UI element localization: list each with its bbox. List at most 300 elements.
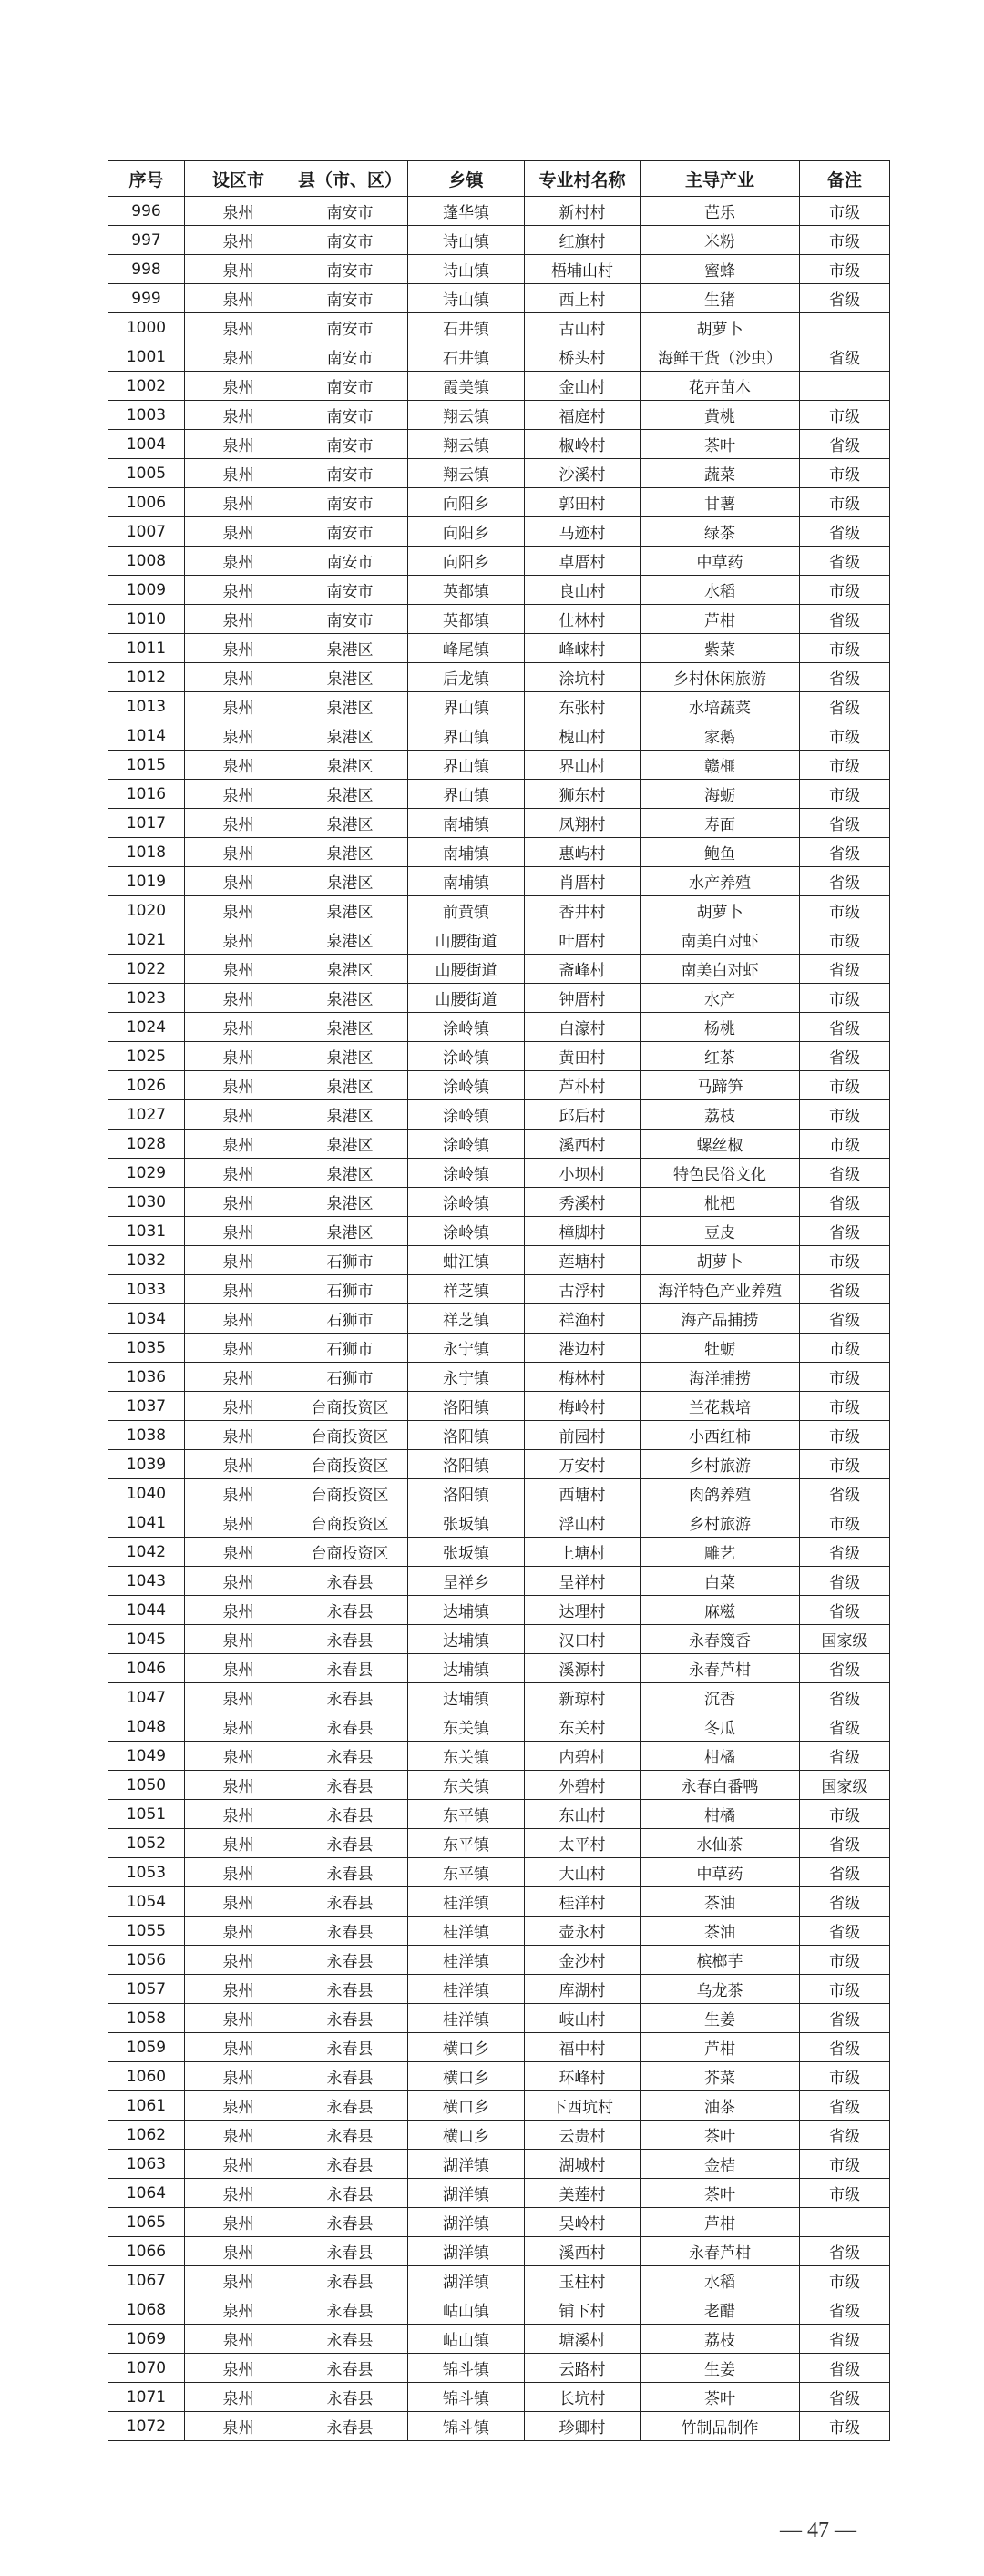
cell-industry: 南美白对虾 xyxy=(641,955,800,984)
cell-county: 永春县 xyxy=(292,1567,408,1596)
header-seq: 序号 xyxy=(108,161,185,197)
header-note: 备注 xyxy=(800,161,890,197)
cell-note: 省级 xyxy=(800,1887,890,1917)
cell-village: 外碧村 xyxy=(525,1771,641,1800)
cell-seq: 1010 xyxy=(108,605,185,634)
cell-industry: 南美白对虾 xyxy=(641,925,800,955)
cell-town: 涂岭镇 xyxy=(408,1159,525,1188)
cell-county: 永春县 xyxy=(292,1625,408,1654)
cell-village: 香井村 xyxy=(525,896,641,925)
cell-county: 南安市 xyxy=(292,226,408,255)
cell-note: 省级 xyxy=(800,2383,890,2412)
cell-industry: 茶叶 xyxy=(641,2383,800,2412)
cell-village: 塘溪村 xyxy=(525,2325,641,2354)
header-industry: 主导产业 xyxy=(641,161,800,197)
cell-town: 涂岭镇 xyxy=(408,1217,525,1246)
cell-seq: 1063 xyxy=(108,2150,185,2179)
cell-seq: 1064 xyxy=(108,2179,185,2208)
cell-note: 市级 xyxy=(800,1508,890,1538)
cell-county: 南安市 xyxy=(292,372,408,401)
cell-note: 省级 xyxy=(800,1188,890,1217)
cell-town: 祥芝镇 xyxy=(408,1304,525,1334)
cell-county: 南安市 xyxy=(292,342,408,372)
cell-city: 泉州 xyxy=(185,2412,292,2441)
cell-town: 蚶江镇 xyxy=(408,1246,525,1275)
cell-county: 南安市 xyxy=(292,605,408,634)
cell-county: 泉港区 xyxy=(292,663,408,692)
cell-note: 市级 xyxy=(800,255,890,284)
cell-city: 泉州 xyxy=(185,1013,292,1042)
table-row xyxy=(108,2325,890,2354)
table-row xyxy=(108,896,890,925)
cell-town: 界山镇 xyxy=(408,721,525,751)
cell-village: 西上村 xyxy=(525,284,641,313)
table-row xyxy=(108,284,890,313)
cell-seq: 1072 xyxy=(108,2412,185,2441)
cell-town: 湖洋镇 xyxy=(408,2266,525,2295)
cell-note: 市级 xyxy=(800,1246,890,1275)
cell-industry: 海产品捕捞 xyxy=(641,1304,800,1334)
cell-village: 黄田村 xyxy=(525,1042,641,1071)
cell-city: 泉州 xyxy=(185,605,292,634)
cell-industry: 胡萝卜 xyxy=(641,896,800,925)
table-row xyxy=(108,1975,890,2004)
cell-city: 泉州 xyxy=(185,1742,292,1771)
cell-town: 祥芝镇 xyxy=(408,1275,525,1304)
cell-village: 万安村 xyxy=(525,1450,641,1479)
table-row xyxy=(108,1334,890,1363)
cell-seq: 1057 xyxy=(108,1975,185,2004)
table-row xyxy=(108,751,890,780)
cell-note: 市级 xyxy=(800,1946,890,1975)
cell-county: 永春县 xyxy=(292,2208,408,2237)
cell-village: 福中村 xyxy=(525,2033,641,2062)
cell-city: 泉州 xyxy=(185,2208,292,2237)
cell-village: 库湖村 xyxy=(525,1975,641,2004)
table-row xyxy=(108,1742,890,1771)
cell-town: 峰尾镇 xyxy=(408,634,525,663)
table-row xyxy=(108,226,890,255)
cell-town: 达埔镇 xyxy=(408,1625,525,1654)
cell-county: 永春县 xyxy=(292,2121,408,2150)
cell-industry: 赣榧 xyxy=(641,751,800,780)
cell-industry: 胡萝卜 xyxy=(641,1246,800,1275)
cell-seq: 1065 xyxy=(108,2208,185,2237)
cell-note: 市级 xyxy=(800,2412,890,2441)
cell-village: 小坝村 xyxy=(525,1159,641,1188)
cell-village: 云路村 xyxy=(525,2354,641,2383)
cell-county: 南安市 xyxy=(292,576,408,605)
cell-town: 洛阳镇 xyxy=(408,1450,525,1479)
cell-note: 省级 xyxy=(800,692,890,721)
cell-seq: 1032 xyxy=(108,1246,185,1275)
cell-county: 泉港区 xyxy=(292,1100,408,1130)
table-row xyxy=(108,838,890,867)
cell-town: 横口乡 xyxy=(408,2091,525,2121)
cell-note: 省级 xyxy=(800,2091,890,2121)
cell-industry: 水培蔬菜 xyxy=(641,692,800,721)
cell-county: 泉港区 xyxy=(292,692,408,721)
cell-seq: 1041 xyxy=(108,1508,185,1538)
cell-county: 南安市 xyxy=(292,547,408,576)
cell-village: 叶厝村 xyxy=(525,925,641,955)
cell-town: 东平镇 xyxy=(408,1829,525,1858)
cell-village: 椒岭村 xyxy=(525,430,641,459)
cell-city: 泉州 xyxy=(185,1800,292,1829)
cell-county: 石狮市 xyxy=(292,1334,408,1363)
cell-village: 长坑村 xyxy=(525,2383,641,2412)
table-row xyxy=(108,663,890,692)
cell-note: 市级 xyxy=(800,2179,890,2208)
cell-town: 后龙镇 xyxy=(408,663,525,692)
cell-city: 泉州 xyxy=(185,896,292,925)
cell-seq: 1046 xyxy=(108,1654,185,1683)
cell-seq: 1015 xyxy=(108,751,185,780)
cell-town: 东关镇 xyxy=(408,1712,525,1742)
cell-county: 永春县 xyxy=(292,2325,408,2354)
cell-city: 泉州 xyxy=(185,663,292,692)
cell-city: 泉州 xyxy=(185,1217,292,1246)
cell-village: 梅岭村 xyxy=(525,1392,641,1421)
cell-city: 泉州 xyxy=(185,226,292,255)
cell-village: 云贵村 xyxy=(525,2121,641,2150)
cell-seq: 1037 xyxy=(108,1392,185,1421)
cell-county: 泉港区 xyxy=(292,867,408,896)
cell-town: 界山镇 xyxy=(408,780,525,809)
cell-note: 省级 xyxy=(800,1829,890,1858)
cell-seq: 1062 xyxy=(108,2121,185,2150)
cell-industry: 特色民俗文化 xyxy=(641,1159,800,1188)
cell-county: 永春县 xyxy=(292,1800,408,1829)
table-row xyxy=(108,1654,890,1683)
cell-industry: 柑橘 xyxy=(641,1800,800,1829)
table-row xyxy=(108,576,890,605)
table-row xyxy=(108,984,890,1013)
cell-industry: 芭乐 xyxy=(641,197,800,226)
cell-city: 泉州 xyxy=(185,1946,292,1975)
cell-seq: 1067 xyxy=(108,2266,185,2295)
cell-seq: 1053 xyxy=(108,1858,185,1887)
header-town: 乡镇 xyxy=(408,161,525,197)
cell-industry: 茶油 xyxy=(641,1887,800,1917)
cell-county: 永春县 xyxy=(292,2354,408,2383)
cell-town: 南埔镇 xyxy=(408,809,525,838)
header-city: 设区市 xyxy=(185,161,292,197)
table-row xyxy=(108,867,890,896)
cell-note: 市级 xyxy=(800,1130,890,1159)
cell-city: 泉州 xyxy=(185,1100,292,1130)
cell-city: 泉州 xyxy=(185,1712,292,1742)
table-row xyxy=(108,430,890,459)
cell-city: 泉州 xyxy=(185,751,292,780)
cell-town: 涂岭镇 xyxy=(408,1013,525,1042)
table-row xyxy=(108,2266,890,2295)
table-row xyxy=(108,342,890,372)
cell-town: 桂洋镇 xyxy=(408,1917,525,1946)
table-row xyxy=(108,1508,890,1538)
cell-city: 泉州 xyxy=(185,1363,292,1392)
cell-seq: 1012 xyxy=(108,663,185,692)
cell-city: 泉州 xyxy=(185,1450,292,1479)
cell-village: 秀溪村 xyxy=(525,1188,641,1217)
cell-village: 呈祥村 xyxy=(525,1567,641,1596)
cell-industry: 茶叶 xyxy=(641,430,800,459)
cell-city: 泉州 xyxy=(185,1887,292,1917)
cell-village: 郭田村 xyxy=(525,488,641,517)
cell-city: 泉州 xyxy=(185,867,292,896)
cell-industry: 乡村旅游 xyxy=(641,1450,800,1479)
cell-note: 市级 xyxy=(800,721,890,751)
cell-city: 泉州 xyxy=(185,1479,292,1508)
cell-seq: 1020 xyxy=(108,896,185,925)
table-row xyxy=(108,2208,890,2237)
cell-town: 英都镇 xyxy=(408,576,525,605)
cell-city: 泉州 xyxy=(185,488,292,517)
cell-town: 洛阳镇 xyxy=(408,1479,525,1508)
cell-seq: 1043 xyxy=(108,1567,185,1596)
table-row xyxy=(108,1479,890,1508)
cell-city: 泉州 xyxy=(185,1917,292,1946)
cell-industry: 蔬菜 xyxy=(641,459,800,488)
cell-village: 铺下村 xyxy=(525,2295,641,2325)
cell-county: 永春县 xyxy=(292,2383,408,2412)
cell-city: 泉州 xyxy=(185,430,292,459)
cell-county: 石狮市 xyxy=(292,1304,408,1334)
cell-village: 桥头村 xyxy=(525,342,641,372)
cell-town: 桂洋镇 xyxy=(408,1975,525,2004)
cell-village: 港边村 xyxy=(525,1334,641,1363)
cell-note: 省级 xyxy=(800,1742,890,1771)
cell-county: 泉港区 xyxy=(292,1071,408,1100)
cell-village: 沙溪村 xyxy=(525,459,641,488)
cell-industry: 家鹅 xyxy=(641,721,800,751)
cell-city: 泉州 xyxy=(185,372,292,401)
cell-note: 省级 xyxy=(800,1538,890,1567)
cell-industry: 杨桃 xyxy=(641,1013,800,1042)
cell-village: 新琼村 xyxy=(525,1683,641,1712)
cell-industry: 永春芦柑 xyxy=(641,2237,800,2266)
cell-note: 省级 xyxy=(800,838,890,867)
cell-city: 泉州 xyxy=(185,1159,292,1188)
cell-county: 台商投资区 xyxy=(292,1479,408,1508)
cell-note: 省级 xyxy=(800,605,890,634)
cell-seq: 1006 xyxy=(108,488,185,517)
cell-seq: 997 xyxy=(108,226,185,255)
cell-county: 南安市 xyxy=(292,488,408,517)
cell-town: 湖洋镇 xyxy=(408,2237,525,2266)
cell-city: 泉州 xyxy=(185,838,292,867)
cell-seq: 1044 xyxy=(108,1596,185,1625)
cell-industry: 老醋 xyxy=(641,2295,800,2325)
cell-industry: 水稻 xyxy=(641,2266,800,2295)
cell-village: 珍卿村 xyxy=(525,2412,641,2441)
cell-industry: 生姜 xyxy=(641,2354,800,2383)
cell-seq: 1025 xyxy=(108,1042,185,1071)
cell-note: 市级 xyxy=(800,751,890,780)
cell-industry: 白菜 xyxy=(641,1567,800,1596)
cell-town: 诗山镇 xyxy=(408,284,525,313)
cell-note: 省级 xyxy=(800,1683,890,1712)
cell-city: 泉州 xyxy=(185,955,292,984)
cell-city: 泉州 xyxy=(185,984,292,1013)
cell-industry: 蜜蜂 xyxy=(641,255,800,284)
cell-city: 泉州 xyxy=(185,313,292,342)
cell-note: 国家级 xyxy=(800,1771,890,1800)
cell-town: 横口乡 xyxy=(408,2121,525,2150)
cell-seq: 1016 xyxy=(108,780,185,809)
cell-city: 泉州 xyxy=(185,1771,292,1800)
cell-county: 石狮市 xyxy=(292,1363,408,1392)
table-row xyxy=(108,2150,890,2179)
cell-industry: 豆皮 xyxy=(641,1217,800,1246)
cell-industry: 芦柑 xyxy=(641,605,800,634)
cell-county: 永春县 xyxy=(292,1946,408,1975)
cell-village: 梅林村 xyxy=(525,1363,641,1392)
cell-town: 东平镇 xyxy=(408,1800,525,1829)
table-row xyxy=(108,2412,890,2441)
villages-table xyxy=(108,160,890,2441)
cell-note: 市级 xyxy=(800,459,890,488)
cell-village: 美莲村 xyxy=(525,2179,641,2208)
table-row xyxy=(108,1071,890,1100)
cell-town: 湖洋镇 xyxy=(408,2208,525,2237)
cell-village: 溪源村 xyxy=(525,1654,641,1683)
cell-note: 市级 xyxy=(800,197,890,226)
cell-seq: 1027 xyxy=(108,1100,185,1130)
cell-village: 钟厝村 xyxy=(525,984,641,1013)
cell-county: 泉港区 xyxy=(292,925,408,955)
cell-note: 省级 xyxy=(800,2295,890,2325)
cell-village: 卓厝村 xyxy=(525,547,641,576)
cell-county: 泉港区 xyxy=(292,751,408,780)
cell-seq: 1035 xyxy=(108,1334,185,1363)
cell-industry: 鲍鱼 xyxy=(641,838,800,867)
table-row xyxy=(108,809,890,838)
cell-county: 台商投资区 xyxy=(292,1392,408,1421)
table-row xyxy=(108,1130,890,1159)
cell-seq: 1005 xyxy=(108,459,185,488)
cell-town: 东关镇 xyxy=(408,1771,525,1800)
cell-town: 涂岭镇 xyxy=(408,1188,525,1217)
cell-note: 市级 xyxy=(800,1421,890,1450)
cell-industry: 乡村休闲旅游 xyxy=(641,663,800,692)
cell-county: 南安市 xyxy=(292,313,408,342)
header-county: 县（市、区） xyxy=(292,161,408,197)
cell-seq: 1055 xyxy=(108,1917,185,1946)
cell-note: 市级 xyxy=(800,2150,890,2179)
cell-county: 石狮市 xyxy=(292,1246,408,1275)
table-row xyxy=(108,1246,890,1275)
cell-industry: 冬瓜 xyxy=(641,1712,800,1742)
cell-county: 永春县 xyxy=(292,1712,408,1742)
cell-note: 省级 xyxy=(800,2121,890,2150)
cell-village: 金沙村 xyxy=(525,1946,641,1975)
cell-note: 省级 xyxy=(800,2004,890,2033)
cell-city: 泉州 xyxy=(185,197,292,226)
cell-seq: 1018 xyxy=(108,838,185,867)
cell-village: 东关村 xyxy=(525,1712,641,1742)
cell-village: 玉柱村 xyxy=(525,2266,641,2295)
cell-town: 石井镇 xyxy=(408,342,525,372)
cell-county: 泉港区 xyxy=(292,1217,408,1246)
cell-industry: 茶油 xyxy=(641,1917,800,1946)
cell-village: 溪西村 xyxy=(525,1130,641,1159)
cell-village: 古浮村 xyxy=(525,1275,641,1304)
cell-county: 泉港区 xyxy=(292,809,408,838)
table-row xyxy=(108,1363,890,1392)
cell-village: 红旗村 xyxy=(525,226,641,255)
cell-note: 省级 xyxy=(800,1567,890,1596)
table-row xyxy=(108,2091,890,2121)
cell-town: 东关镇 xyxy=(408,1742,525,1771)
cell-industry: 胡萝卜 xyxy=(641,313,800,342)
table-row xyxy=(108,692,890,721)
cell-industry: 绿茶 xyxy=(641,517,800,547)
cell-industry: 生猪 xyxy=(641,284,800,313)
table-row xyxy=(108,1217,890,1246)
cell-village: 吴岭村 xyxy=(525,2208,641,2237)
cell-city: 泉州 xyxy=(185,1071,292,1100)
cell-seq: 1069 xyxy=(108,2325,185,2354)
cell-industry: 荔枝 xyxy=(641,2325,800,2354)
cell-industry: 雕艺 xyxy=(641,1538,800,1567)
cell-industry: 竹制品制作 xyxy=(641,2412,800,2441)
cell-village: 东张村 xyxy=(525,692,641,721)
cell-county: 永春县 xyxy=(292,1829,408,1858)
cell-seq: 1059 xyxy=(108,2033,185,2062)
cell-village: 界山村 xyxy=(525,751,641,780)
cell-county: 泉港区 xyxy=(292,984,408,1013)
cell-seq: 1024 xyxy=(108,1013,185,1042)
cell-city: 泉州 xyxy=(185,1334,292,1363)
table-row xyxy=(108,1596,890,1625)
cell-county: 永春县 xyxy=(292,2412,408,2441)
cell-industry: 永春白番鸭 xyxy=(641,1771,800,1800)
cell-city: 泉州 xyxy=(185,780,292,809)
table-row xyxy=(108,2237,890,2266)
cell-note: 市级 xyxy=(800,226,890,255)
cell-industry: 海洋特色产业养殖 xyxy=(641,1275,800,1304)
cell-city: 泉州 xyxy=(185,1567,292,1596)
cell-note: 省级 xyxy=(800,2325,890,2354)
cell-city: 泉州 xyxy=(185,1683,292,1712)
cell-note: 市级 xyxy=(800,2266,890,2295)
cell-county: 南安市 xyxy=(292,517,408,547)
table-row xyxy=(108,1858,890,1887)
cell-seq: 1022 xyxy=(108,955,185,984)
cell-town: 山腰街道 xyxy=(408,925,525,955)
cell-note xyxy=(800,372,890,401)
table-row xyxy=(108,197,890,226)
table-row xyxy=(108,1625,890,1654)
cell-seq: 1060 xyxy=(108,2062,185,2091)
cell-village: 凤翔村 xyxy=(525,809,641,838)
table-row xyxy=(108,459,890,488)
table-header-row xyxy=(108,161,890,197)
cell-town: 涂岭镇 xyxy=(408,1071,525,1100)
cell-county: 泉港区 xyxy=(292,721,408,751)
cell-city: 泉州 xyxy=(185,547,292,576)
cell-city: 泉州 xyxy=(185,1858,292,1887)
cell-town: 桂洋镇 xyxy=(408,1887,525,1917)
cell-town: 翔云镇 xyxy=(408,430,525,459)
cell-seq: 1071 xyxy=(108,2383,185,2412)
cell-village: 岐山村 xyxy=(525,2004,641,2033)
cell-town: 诗山镇 xyxy=(408,255,525,284)
cell-town: 界山镇 xyxy=(408,751,525,780)
cell-note: 省级 xyxy=(800,430,890,459)
table-row xyxy=(108,401,890,430)
